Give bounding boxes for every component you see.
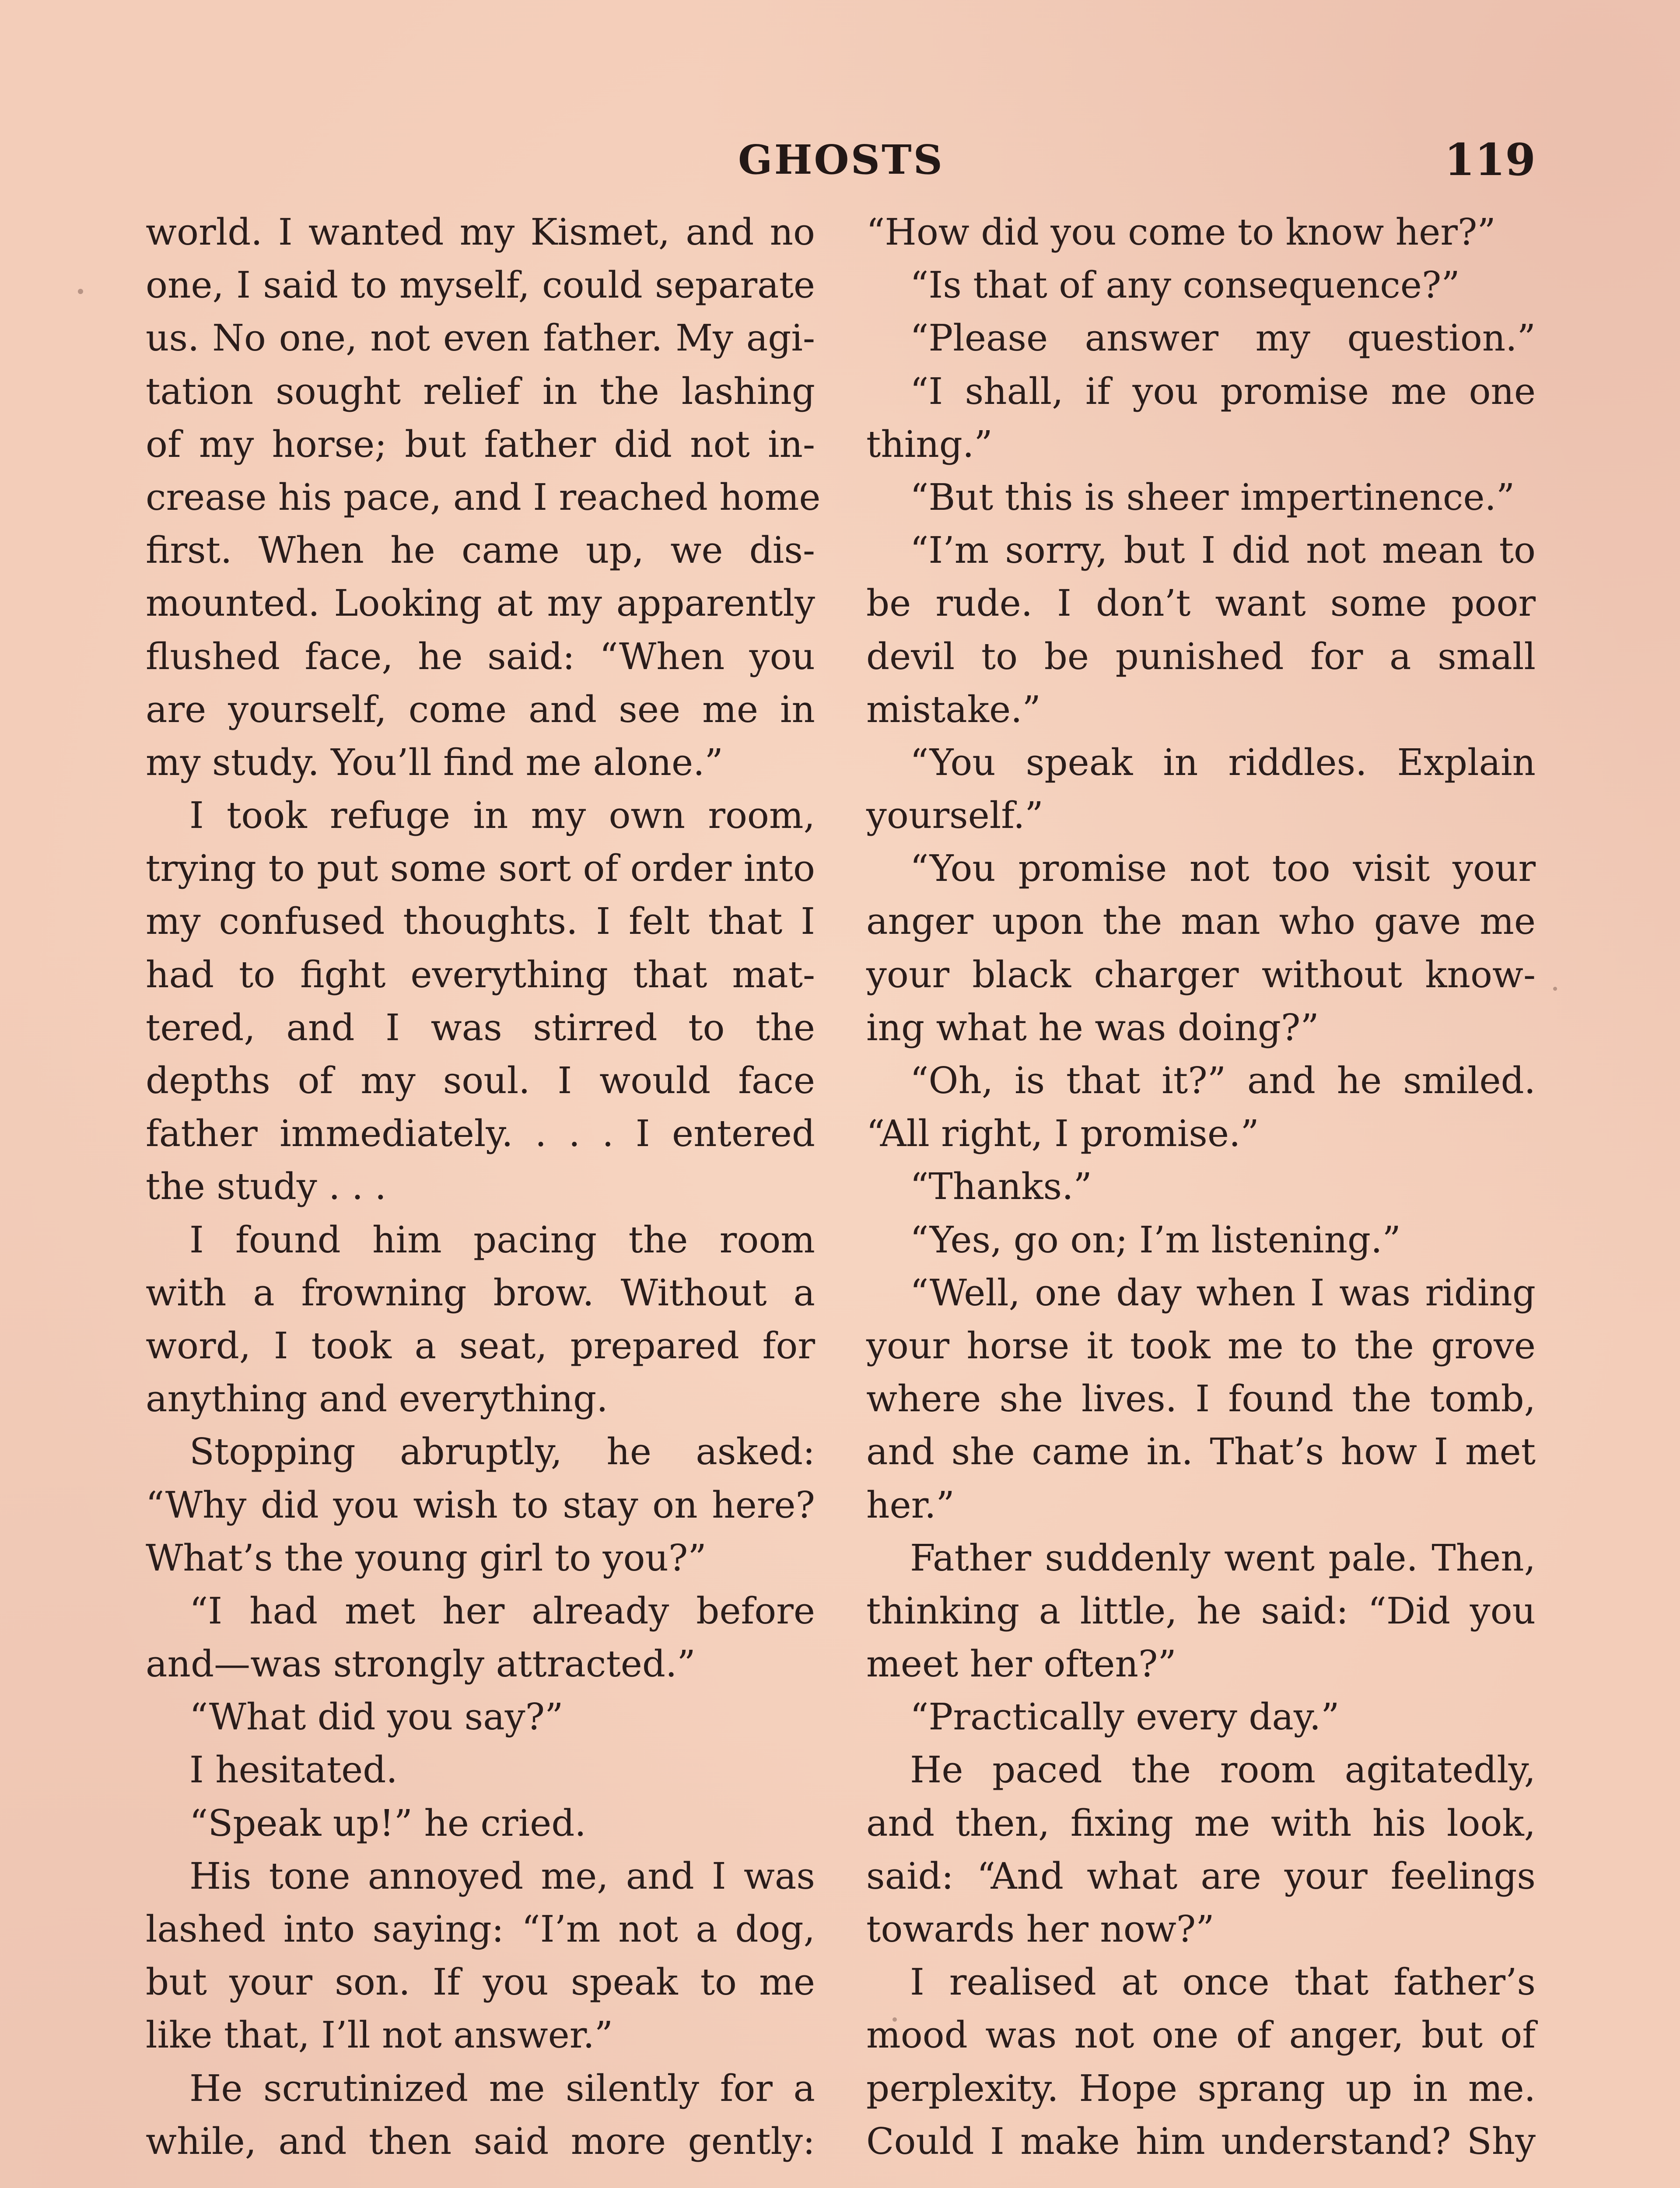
text-line: lashed into saying: “I’m not a dog, — [146, 1908, 815, 1950]
text-line: “Thanks.” — [910, 1165, 1092, 1208]
running-head — [147, 131, 1536, 188]
text-line: Stopping abruptly, he asked: — [189, 1431, 815, 1473]
text-line: father immediately. . . . I entered — [146, 1112, 815, 1155]
text-line: while, and then said more gently: — [146, 2120, 815, 2163]
text-line: “I had met her already before — [189, 1589, 815, 1632]
text-line: had to fight everything that mat- — [146, 953, 815, 996]
right-text-column — [866, 206, 1536, 2168]
text-line: “You speak in riddles. Explain — [910, 741, 1536, 784]
text-line: He scrutinized me silently for a — [189, 2067, 815, 2110]
text-line: your black charger without know- — [866, 953, 1536, 996]
running-title: GHOSTS — [738, 136, 944, 183]
text-line: His tone annoyed me, and I was — [189, 1855, 815, 1897]
text-line: Father suddenly went pale. Then, — [910, 1536, 1536, 1579]
text-line: said: “And what are your feelings — [866, 1855, 1536, 1897]
text-line: “Yes, go on; I’m listening.” — [910, 1218, 1401, 1261]
text-line: one, I said to myself, could separate — [146, 264, 815, 307]
text-line: thinking a little, he said: “Did you — [866, 1589, 1536, 1632]
text-line: mistake.” — [866, 688, 1041, 731]
text-line: the study . . . — [146, 1165, 387, 1208]
text-line: crease his pace, and I reached home — [146, 476, 821, 519]
text-line: with a frowning brow. Without a — [146, 1271, 815, 1314]
text-line: “Practically every day.” — [910, 1696, 1340, 1739]
text-line: “How did you come to know her?” — [866, 211, 1496, 253]
text-line: “Why did you wish to stay on here? — [146, 1483, 815, 1526]
text-line: “Oh, is that it?” and he smiled. — [910, 1059, 1536, 1102]
text-line: devil to be punished for a small — [866, 635, 1536, 678]
text-line: tered, and I was stirred to the — [146, 1006, 815, 1049]
text-line: and—was strongly attracted.” — [146, 1643, 696, 1686]
text-line: mood was not one of anger, but of — [866, 2014, 1536, 2057]
text-line: and then, fixing me with his look, — [866, 1802, 1536, 1844]
text-line: yourself.” — [866, 794, 1043, 837]
text-line: us. No one, not even father. My agi- — [146, 317, 815, 360]
text-line: and she came in. That’s how I met — [866, 1431, 1536, 1473]
text-line: ing what he was doing?” — [866, 1006, 1319, 1049]
text-line: be rude. I don’t want some poor — [866, 582, 1536, 625]
text-line: “All right, I promise.” — [866, 1112, 1259, 1155]
text-line: I found him pacing the room — [189, 1218, 815, 1261]
text-line: anything and everything. — [146, 1378, 608, 1420]
text-line: but your son. If you speak to me — [146, 1961, 815, 2004]
text-line: “Speak up!” he cried. — [189, 1802, 586, 1844]
text-line: perplexity. Hope sprang up in me. — [866, 2067, 1536, 2110]
text-line: “I shall, if you promise me one — [910, 370, 1536, 413]
text-line: Could I make him understand? Shy — [866, 2120, 1536, 2163]
text-line: your horse it took me to the grove — [866, 1324, 1536, 1367]
text-line: are yourself, come and see me in — [146, 688, 815, 731]
text-line: trying to put some sort of order into — [146, 847, 815, 890]
text-line: flushed face, he said: “When you — [146, 635, 815, 678]
text-line: towards her now?” — [866, 1908, 1214, 1950]
text-line: “What did you say?” — [189, 1696, 564, 1739]
text-line: “Well, one day when I was riding — [910, 1271, 1536, 1314]
text-line: world. I wanted my Kismet, and no — [146, 211, 815, 253]
text-line: What’s the young girl to you?” — [146, 1536, 707, 1579]
text-line: “You promise not too visit your — [910, 847, 1536, 890]
text-line: thing.” — [866, 423, 993, 466]
text-line: where she lives. I found the tomb, — [866, 1378, 1536, 1420]
text-line: meet her often?” — [866, 1643, 1176, 1686]
text-line: anger upon the man who gave me — [866, 900, 1536, 943]
paper-speck — [1553, 987, 1557, 991]
paper-speck — [892, 2017, 897, 2022]
page-number: 119 — [1444, 134, 1536, 186]
text-line: tation sought relief in the lashing — [146, 370, 815, 413]
text-line: word, I took a seat, prepared for — [146, 1324, 815, 1367]
text-line: her.” — [866, 1483, 955, 1526]
text-line: “I’m sorry, but I did not mean to — [910, 529, 1536, 572]
text-line: “Please answer my question.” — [910, 317, 1536, 360]
text-line: my study. You’ll find me alone.” — [146, 741, 723, 784]
text-line: “Is that of any consequence?” — [910, 264, 1460, 307]
text-line: first. When he came up, we dis- — [146, 529, 815, 572]
text-line: I hesitated. — [189, 1749, 398, 1792]
text-line: like that, I’ll not answer.” — [146, 2014, 613, 2057]
text-line: depths of my soul. I would face — [146, 1059, 815, 1102]
text-line: He paced the room agitatedly, — [910, 1749, 1536, 1792]
paper-speck — [78, 289, 83, 294]
text-line: my confused thoughts. I felt that I — [146, 900, 815, 943]
left-text-column — [146, 206, 821, 2168]
text-line: I realised at once that father’s — [910, 1961, 1536, 2004]
text-line: mounted. Looking at my apparently — [146, 582, 815, 625]
text-line: I took refuge in my own room, — [189, 794, 815, 837]
text-line: of my horse; but father did not in- — [146, 423, 815, 466]
text-line: “But this is sheer impertinence.” — [910, 476, 1515, 519]
